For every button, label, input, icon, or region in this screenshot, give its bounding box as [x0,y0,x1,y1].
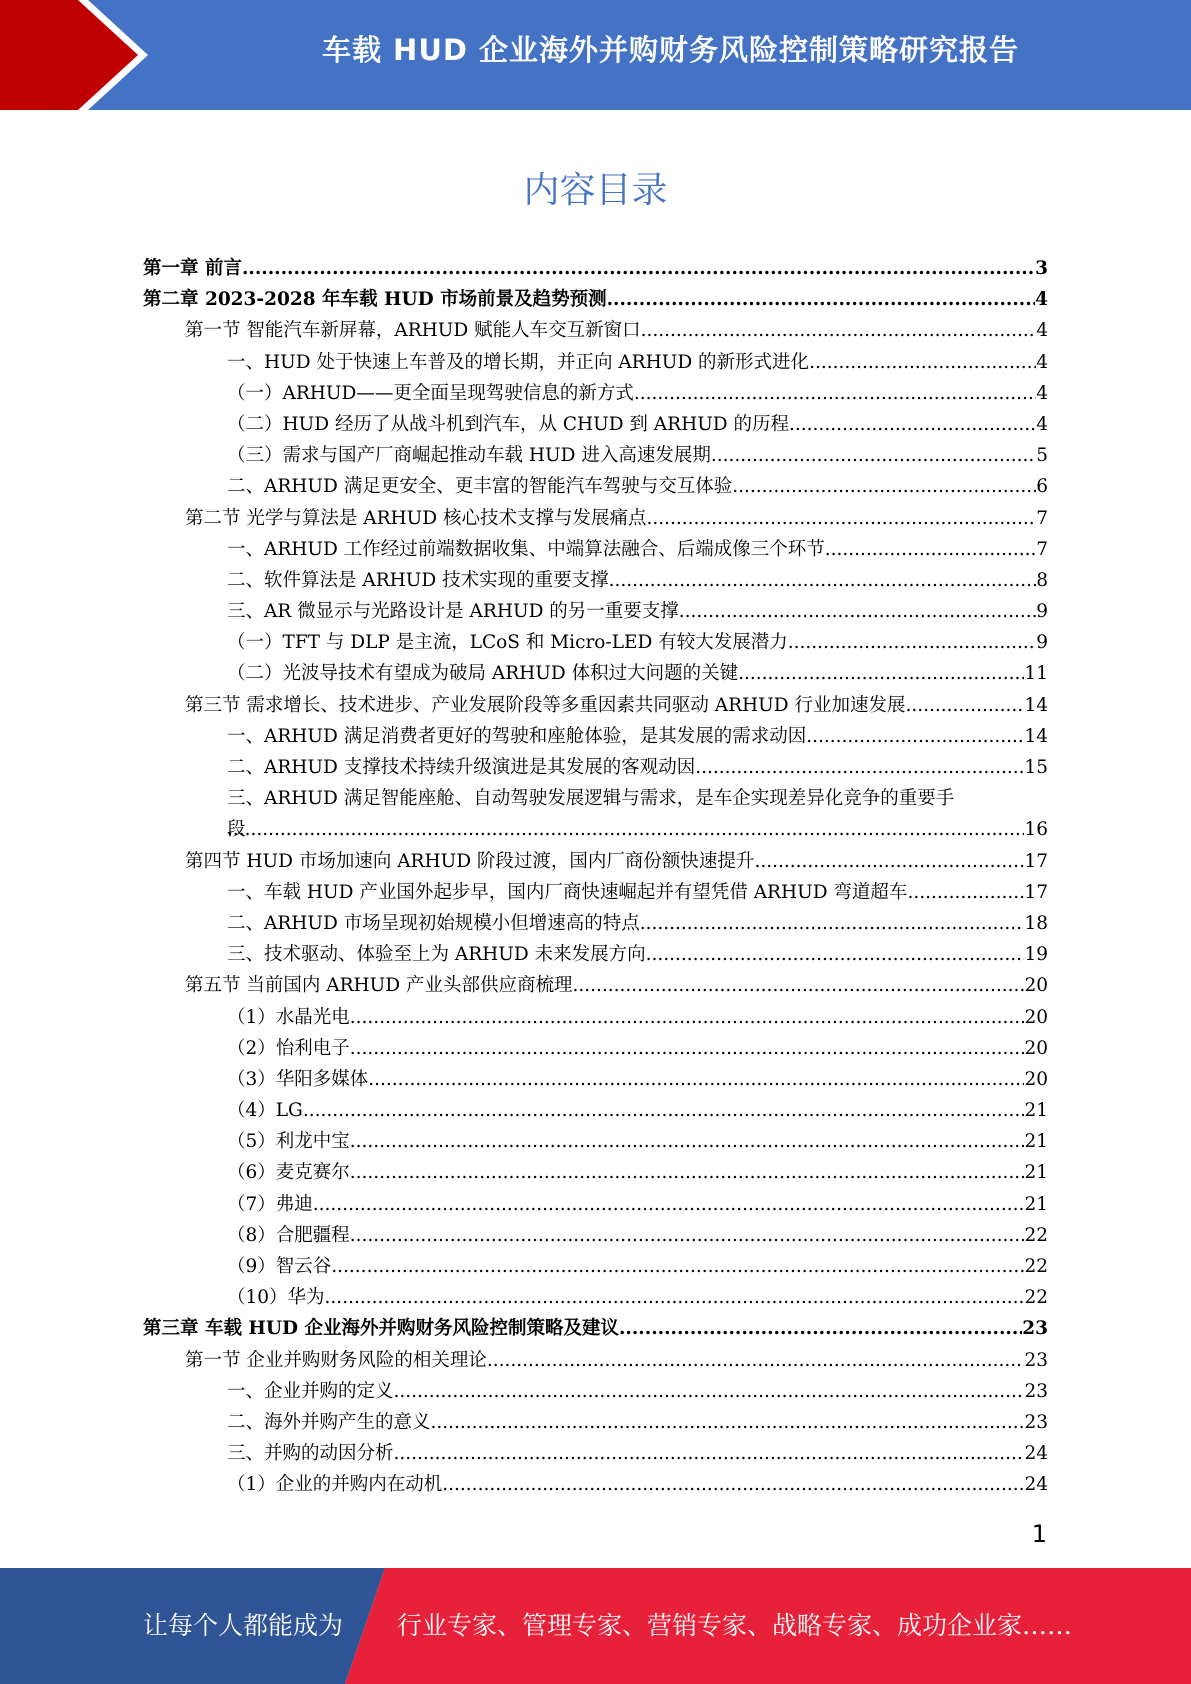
toc-entry[interactable] [143,846,1048,877]
toc-entry-page: 23 [1024,1411,1048,1433]
toc-entry-page: 24 [1024,1474,1048,1496]
toc-entry[interactable] [143,565,1048,596]
toc-entry[interactable] [143,783,1048,845]
toc-entry[interactable] [143,1376,1048,1407]
toc-entry-title: （5）利龙中宝 [227,1131,350,1153]
toc-entry-page: 21 [1024,1131,1048,1153]
toc-entry[interactable] [143,1313,1048,1344]
toc-entry[interactable] [143,1407,1048,1438]
toc-entry[interactable] [143,1126,1048,1157]
toc-entry[interactable] [143,970,1048,1001]
toc-entry-page: 17 [1024,850,1048,872]
toc-entry-page: 22 [1024,1224,1048,1246]
toc-entry[interactable] [143,284,1048,315]
toc-entry-page: 4 [1035,289,1048,311]
toc-entry[interactable] [143,378,1048,409]
toc-leader-dots [331,1251,1024,1282]
toc-leader-dots [350,1126,1025,1157]
toc-entry[interactable] [143,1064,1048,1095]
toc-leader-dots [394,1376,1025,1407]
toc-entry-title: 二、软件算法是 ARHUD 技术实现的重要支撑 [227,569,609,591]
toc-leader-dots [442,1469,1024,1500]
toc-leader-dots [646,939,1025,970]
toc-leader-dots [242,253,1035,284]
toc-entry[interactable] [143,1282,1048,1313]
toc-entry-page: 6 [1036,476,1048,498]
toc-entry-title: 第四节 HUD 市场加速向 ARHUD 阶段过渡，国内厂商份额快速提升 [185,850,755,872]
toc-entry-title: 三、ARHUD 满足智能座舱、自动驾驶发展逻辑与需求，是车企实现差异化竞争的重要手 [227,788,955,810]
toc-entry-page: 20 [1024,1037,1048,1059]
toc-leader-dots [789,409,1036,440]
toc-entry-title: 一、HUD 处于快速上车普及的增长期，并正向 ARHUD 的新形式进化 [227,351,810,373]
toc-entry-page: 9 [1036,632,1048,654]
toc-entry-title: 第三节 需求增长、技术进步、产业发展阶段等多重因素共同驱动 ARHUD 行业加速发展 [185,694,906,716]
toc-entry-page: 7 [1036,507,1048,529]
toc-entry[interactable] [143,409,1048,440]
toc-entry-title: 一、企业并购的定义 [227,1380,394,1402]
toc-leader-dots [607,284,1036,315]
toc-leader-dots [788,627,1037,658]
toc-leader-dots [809,347,1036,378]
toc-leader-dots [368,1064,1024,1095]
toc-entry-page: 21 [1024,1100,1048,1122]
toc-leader-dots [609,565,1037,596]
toc-entry[interactable] [143,1033,1048,1064]
toc-entry-page: 22 [1024,1287,1048,1309]
toc-leader-dots [431,1407,1025,1438]
toc-entry-page: 14 [1024,725,1048,747]
toc-entry[interactable] [143,690,1048,721]
toc-entry-title: 二、ARHUD 支撑技术持续升级演进是其发展的客观动因 [227,757,696,778]
toc-entry[interactable] [143,315,1048,346]
toc-leader-dots [711,440,1036,471]
toc-leader-dots [227,814,1024,845]
header-title: 车载 HUD 企业海外并购财务风险控制策略研究报告 [321,33,1020,67]
toc-entry[interactable] [143,877,1048,908]
toc-entry-title: 二、ARHUD 满足更安全、更丰富的智能汽车驾驶与交互体验 [227,476,733,498]
toc-entry-page: 18 [1024,912,1048,934]
toc-leader-dots [313,1189,1025,1220]
toc-entry[interactable] [143,596,1048,627]
toc-entry[interactable] [143,1157,1048,1188]
toc-leader-dots [695,752,1024,783]
toc-entry-title: 第五节 当前国内 ARHUD 产业头部供应商梳理 [185,975,573,997]
page-header [0,0,1191,110]
toc-entry-page: 9 [1036,601,1048,623]
toc-entry-title: （1）企业的并购内在动机 [227,1474,443,1496]
toc-entry-page: 3 [1035,258,1048,279]
toc-entry[interactable] [143,627,1048,658]
toc-leader-dots [350,1220,1025,1251]
page-number: 1 [1031,1520,1047,1548]
toc-leader-dots [350,1033,1025,1064]
toc-entry[interactable] [143,1220,1048,1251]
toc-leader-dots [350,1002,1025,1033]
toc-entry-title: （9）智云谷 [227,1256,332,1278]
toc-entry-title: （10）华为 [227,1287,325,1309]
toc-entry-page: 11 [1024,663,1048,685]
toc-entry[interactable] [143,721,1048,752]
toc-entry-title: 第一节 智能汽车新屏幕，ARHUD 赋能人车交互新窗口 [185,320,641,342]
toc-leader-dots [487,1345,1025,1376]
toc-entry[interactable] [143,1189,1048,1220]
toc-entry-title: （1）水晶光电 [227,1006,350,1028]
toc-entry-title: （6）麦克赛尔 [227,1162,350,1184]
toc-entry[interactable] [143,347,1048,378]
toc-entry-title: （3）华阳多媒体 [227,1068,369,1090]
toc-entry-page: 14 [1024,694,1048,716]
toc-leader-dots [303,1095,1025,1126]
toc-entry-page: 8 [1036,569,1048,591]
toc-entry-page: 22 [1024,1256,1048,1278]
toc-entry-title: 三、技术驱动、体验至上为 ARHUD 未来发展方向 [227,944,646,966]
toc-entry-title: 第一章 前言 [143,258,242,279]
toc-leader-dots [325,1282,1025,1313]
toc-entry-title: （一）TFT 与 DLP 是主流，LCoS 和 Micro-LED 有较大发展潜力 [227,632,788,654]
toc-entry-title: （7）弗迪 [227,1193,313,1215]
toc-entry-page: 5 [1036,445,1048,467]
toc-entry-title: 一、ARHUD 满足消费者更好的驾驶和座舱体验，是其发展的需求动因 [227,725,807,747]
toc-entry[interactable] [143,1469,1048,1500]
toc-entry-page: 23 [1022,1318,1048,1340]
toc-entry[interactable] [143,1251,1048,1282]
toc-entry[interactable] [143,1345,1048,1376]
toc-entry-page: 17 [1024,881,1048,903]
toc-entry-title: （三）需求与国产厂商崛起推动车载 HUD 进入高速发展期 [227,445,711,467]
toc-leader-dots [732,471,1036,502]
toc-entry[interactable] [143,1095,1048,1126]
toc-leader-dots [640,908,1025,939]
toc-entry-page: 21 [1024,1162,1048,1184]
toc-entry-title: 三、AR 微显示与光路设计是 ARHUD 的另一重要支撑 [227,601,679,623]
toc-leader-dots [647,503,1037,534]
footer-slogan-right: 行业专家、管理专家、营销专家、战略专家、成功企业家…… [397,1611,1073,1640]
page-footer [0,1568,1191,1684]
toc-entry[interactable] [143,534,1048,565]
toc-entry-title: （二）HUD 经历了从战斗机到汽车，从 CHUD 到 ARHUD 的历程 [227,413,790,435]
toc-entry-title: 一、ARHUD 工作经过前端数据收集、中端算法融合、后端成像三个环节 [227,538,825,560]
toc-leader-dots [825,534,1036,565]
toc-leader-dots [754,846,1024,877]
toc-entry[interactable] [143,471,1048,502]
table-of-contents [143,253,1048,1501]
toc-leader-dots [806,721,1024,752]
toc-entry[interactable] [143,1438,1048,1469]
toc-entry-title: （二）光波导技术有望成为破局 ARHUD 体积过大问题的关键 [227,663,739,685]
toc-entry-page: 4 [1036,413,1048,435]
toc-entry-page: 4 [1036,320,1048,342]
toc-leader-dots [619,1313,1022,1344]
toc-entry-page: 20 [1024,1068,1048,1090]
toc-entry-page: 4 [1036,351,1048,373]
toc-entry[interactable] [143,1002,1048,1033]
toc-leader-dots [634,378,1036,409]
toc-entry-title: 第三章 车载 HUD 企业海外并购财务风险控制策略及建议 [143,1318,619,1340]
toc-entry[interactable] [143,440,1048,471]
toc-entry[interactable] [143,658,1048,689]
toc-entry-page: 23 [1024,1349,1048,1371]
toc-leader-dots [679,596,1036,627]
toc-entry-title-continued: 段 [227,819,246,841]
toc-entry-title: 三、并购的动因分析 [227,1443,394,1465]
toc-entry[interactable] [143,908,1048,939]
toc-leader-dots [573,970,1025,1001]
toc-entry[interactable] [143,253,1048,284]
toc-leader-dots [907,877,1024,908]
toc-entry-page: 7 [1036,538,1048,560]
toc-heading: 内容目录 [523,170,668,211]
toc-entry-page: 19 [1024,944,1048,966]
toc-leader-dots [394,1438,1025,1469]
toc-entry-title: 二、ARHUD 市场呈现初始规模小但增速高的特点 [227,912,640,934]
toc-entry-page: 4 [1036,382,1048,404]
toc-leader-dots [350,1157,1025,1188]
toc-entry-page: 20 [1024,975,1048,997]
toc-entry-page: 21 [1024,1193,1048,1215]
toc-entry-title: （4）LG [227,1100,303,1122]
toc-entry-page: 23 [1024,1380,1048,1402]
toc-entry-page: 15 [1024,757,1048,778]
toc-leader-dots [906,690,1025,721]
toc-entry-title: 二、海外并购产生的意义 [227,1411,431,1433]
toc-entry-title: （一）ARHUD——更全面呈现驾驶信息的新方式 [227,382,634,404]
toc-entry-title: （8）合肥疆程 [227,1224,350,1246]
toc-entry-title: 第二章 2023-2028 年车载 HUD 市场前景及趋势预测 [143,289,607,311]
toc-entry-page: 24 [1024,1443,1048,1465]
toc-entry-title: 一、车载 HUD 产业国外起步早，国内厂商快速崛起并有望凭借 ARHUD 弯道超车 [227,881,908,903]
toc-leader-dots [738,658,1024,689]
toc-entry-title: 第一节 企业并购财务风险的相关理论 [185,1349,487,1371]
toc-entry-page: 16 [1024,819,1048,841]
toc-entry-title: （2）怡利电子 [227,1037,350,1059]
toc-entry[interactable] [143,752,1048,783]
toc-entry-title: 第二节 光学与算法是 ARHUD 核心技术支撑与发展痛点 [185,507,647,529]
toc-leader-dots [641,315,1037,346]
footer-slogan-left: 让每个人都能成为 [143,1611,344,1640]
toc-entry[interactable] [143,503,1048,534]
toc-entry[interactable] [143,939,1048,970]
toc-entry-page: 20 [1024,1006,1048,1028]
